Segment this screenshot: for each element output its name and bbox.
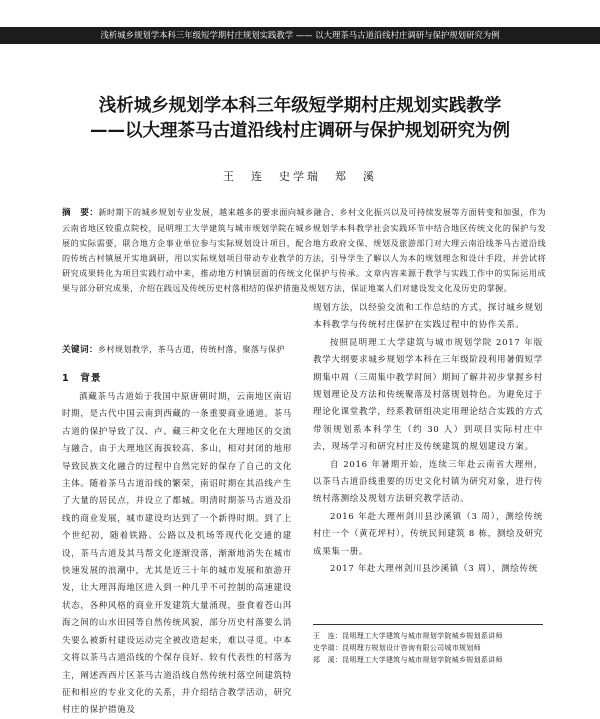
body-paragraph: 自 2016 年暑期开始，连续三年赴云南省大理州，以茶马古道沿线重要的历史文化村镇为研究对象，进行传统村落测绘及规划方法研究教学活动。	[313, 459, 543, 505]
footnote-divider	[313, 624, 543, 625]
footnotes	[313, 630, 553, 666]
abstract-text: 新时期下的城乡规划专业发展，越来越多的要求面向城乡融合、乡村文化振兴以及可持续发展等方面转变和加强，作为云南省地区较重点院校，昆明理工大学建筑与城市规划学院在城乡规划学本科教学社会实践环节中结合地区传统文化的保护与发展的实际需要，联合地方企事业单位参与实际规划设计项目，配合地方政府文保、规划及旅游部门对大理云南沿线茶马古道沿线的传统古村镇展开实地调研，用以实际规划项目带动专业教学的方法，引导学生了解以人为本的规划理念和设计手段，并尝试将研究成果转化为项目实践行动中来，推动地方村镇层面的传统文化保护与传承。文章内容来源于教学与实践工作中的实际运用成果与部分研究成果，介绍在践远及传统历史村落相结的保护措施及规划方法，保证地案人们对建设发文化及历史的掌握。	[62, 207, 546, 293]
body-paragraph: 按照昆明理工大学建筑与城市规划学院 2017 年版教学大纲要求城乡规划学本科在三年级阶段利用暑假短学期集中周（三周集中教学时间）期间了解并初步掌握乡村规划理论及方法和传统聚落及村落规划特色。为避免过于理论化课堂教学，经系教研组决定用理论结合实践的方式带领规划系本科学生（约 30 人）到项目实际村庄中去，现场学习和研究村庄及传统建筑的规划建设方案。	[313, 337, 543, 453]
author-list: 王 连 史学瑞 郑 溪	[223, 170, 377, 183]
body-paragraph: 2017 年赴大理州剑川县沙溪镇（3 周），测绘传统	[330, 564, 538, 575]
abstract	[62, 205, 546, 296]
body-paragraph: 滇藏茶马古道始于我国中原唐朝时期，云南地区南诏时期，是古代中国云南到西藏的一条重要商业通道。茶马古道的保护导致了汉、卢、藏三种文化在大理地区的交流与融合，由于大理地区海拔较高、多山，相对封闭的地形导致民族文化融合的过程中自然完好的保存了自己的文化主体。随着茶马古道沿线的繁荣，南诏时期在其沿线产生了大量的居民点，并设立了都城。明清时期茶马古道及沿线的商业发展，城市建设均达到了一个新得时期。到了上个世纪初，随着铁路、公路以及机场等现代化交通的建设，茶马古道及其马帮文化逐渐没落，渐渐地消失在城市快速发展的浪潮中，尤其是近三十年的城市发展和旅游开发，让大理洱海地区进入到一种几乎不可控制的高速建设状态，各种风格的商业开发建筑大量涌现，蚕食着苍山洱海之间的山水田园等自然传统风貌，部分历史村落要么消失要么被新村建设运动完全被改造起来，难以寻觅。中本文将以茶马古道沿线的个保存良好、较有代表性的村落为主，阐述西西片区茶马古道沿线自然传统村落空间建筑特征和相应的专业文化的关系，并介绍结合教学活动，研究村庄的保护措施及	[62, 392, 292, 716]
keywords-text: 乡村规划教学，茶马古道，传统村落，聚落与保护	[97, 344, 285, 354]
running-header: 浅析城乡规划学本科三年级短学期村庄规划实践教学 —— 以大理茶马古道沿线村庄调研与保护规划研究为例	[0, 27, 600, 44]
article-subtitle: ——以大理茶马古道沿线村庄调研与保护规划研究为例	[90, 121, 510, 141]
article-title: 浅析城乡规划学本科三年级短学期村庄规划实践教学	[98, 96, 502, 116]
footnote: 王 连：昆明理工大学建筑与城市规划学院城乡规划系讲师	[313, 632, 503, 640]
section-heading: 1 背景	[62, 373, 102, 384]
abstract-label: 摘 要：	[62, 208, 99, 218]
left-column	[62, 389, 292, 719]
keywords-label: 关键词：	[62, 345, 98, 355]
footnote: 郑 溪：昆明理工大学建筑与城市规划学院城乡规划系讲师	[313, 656, 503, 664]
footnote: 史学瑞：昆明理方规划设计咨询有限公司城市规划师	[313, 644, 481, 652]
body-paragraph: 2016 年赴大理州剑川县沙溪镇（3 周），测绘传统村庄一个（黄花坪村），传统民间建筑 8 栋，测绘及研究成果集一册。	[313, 511, 543, 557]
right-column	[313, 300, 543, 605]
body-paragraph: 规划方法，以经验交流和工作总结的方式，探讨城乡规划本科教学与传统村庄保护在实践过程中的协作关系。	[313, 303, 543, 331]
